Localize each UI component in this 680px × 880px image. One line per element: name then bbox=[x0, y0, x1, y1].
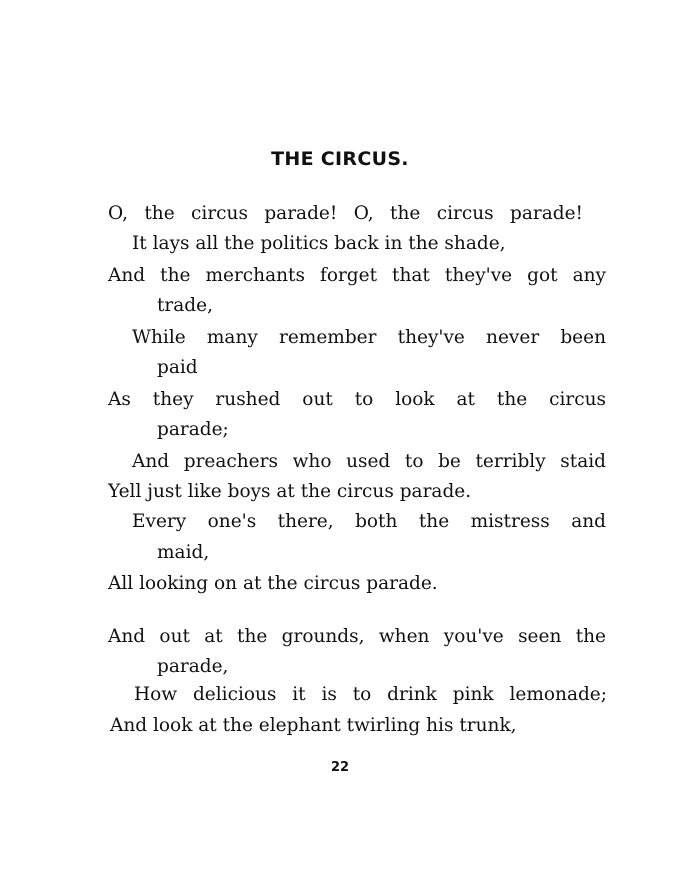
page-number: 22 bbox=[330, 760, 350, 775]
poem-line: All looking on at the circus parade. bbox=[108, 573, 438, 594]
poem-line: How delicious it is to drink pink lemonade; bbox=[134, 684, 607, 705]
poem-line: parade; bbox=[157, 419, 229, 440]
poem-line: maid, bbox=[157, 542, 210, 563]
poem-line: Every one's there, both the mistress and bbox=[132, 511, 606, 532]
poem-line: O, the circus parade! O, the circus parade! bbox=[108, 203, 583, 224]
poem-line: While many remember they've never been bbox=[132, 327, 606, 348]
poem-line: And out at the grounds, when you've seen the bbox=[108, 626, 606, 647]
poem-line: Yell just like boys at the circus parade. bbox=[108, 481, 472, 502]
poem-line: And the merchants forget that they've got any bbox=[108, 265, 606, 286]
poem-line: And preachers who used to be terribly staid bbox=[132, 451, 606, 472]
poem-line: And look at the elephant twirling his trunk, bbox=[110, 715, 517, 736]
poem-line: parade, bbox=[157, 656, 229, 677]
poem-line: It lays all the politics back in the shade, bbox=[132, 233, 506, 254]
poem-line: As they rushed out to look at the circus bbox=[108, 389, 606, 410]
poem-line: paid bbox=[157, 357, 198, 378]
poem-title: THE CIRCUS. bbox=[271, 148, 409, 170]
poem-line: trade, bbox=[157, 295, 213, 316]
